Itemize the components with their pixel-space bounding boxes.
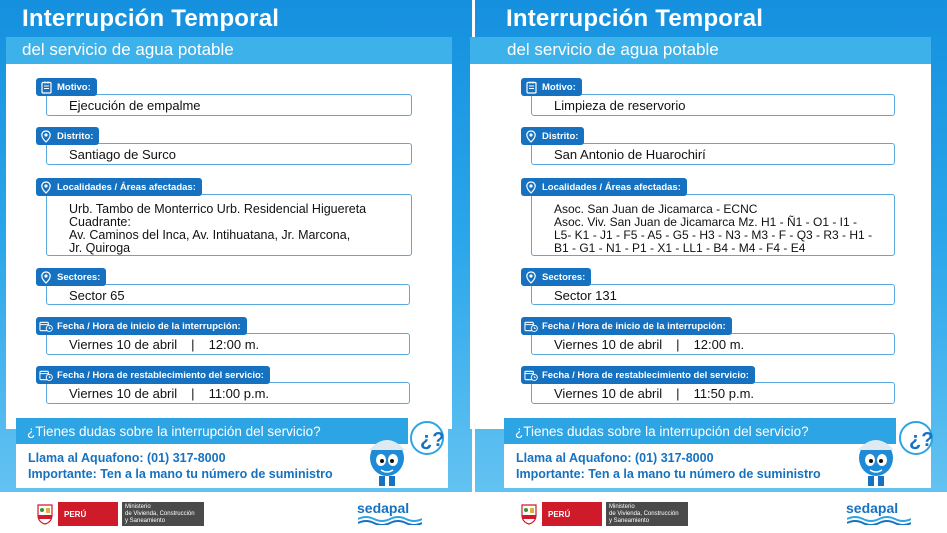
inicio-fecha: Viernes 10 de abril: [554, 337, 663, 352]
ministry-name: [606, 502, 688, 526]
restab-fecha: Viernes 10 de abril: [554, 386, 663, 401]
mascot-drop-icon: [846, 420, 936, 490]
sectores-value: Sector 65: [69, 288, 125, 303]
distrito-label-text: Distrito:: [57, 130, 94, 142]
sectores-value-box: [46, 284, 410, 305]
location-pin-icon: [39, 270, 53, 284]
distrito-label-text: Distrito:: [542, 130, 579, 142]
sectores-label: [36, 268, 106, 286]
ministry-line: y Saneamiento: [125, 518, 166, 524]
sedapal-logo: sedapal: [357, 500, 410, 516]
government-logo: [520, 502, 688, 526]
inicio-value-box: [46, 333, 410, 355]
inicio-hora: 12:00 m.: [693, 337, 745, 352]
location-pin-icon: [524, 270, 538, 284]
localidades-line: Asoc. Viv. San Juan de Jicamarca Mz. H1 - Ñ1 - O1 - I1 -: [554, 215, 857, 229]
distrito-value-box: [46, 143, 412, 165]
motivo-value: Ejecución de empalme: [69, 98, 201, 113]
restab-value-box: [531, 382, 895, 404]
question-mark-icon: ¿?: [420, 429, 445, 451]
question-mark-icon: ¿?: [909, 429, 934, 451]
sectores-label-text: Sectores:: [57, 271, 101, 283]
location-pin-icon: [39, 129, 53, 143]
restab-label-text: Fecha / Hora de restablecimiento del servicio:: [542, 369, 749, 381]
localidades-value-box: [46, 194, 412, 256]
distrito-value: Santiago de Surco: [69, 147, 176, 162]
inicio-label-text: Fecha / Hora de inicio de la interrupción:: [542, 320, 726, 332]
notice-panel-1: [0, 0, 473, 533]
ministry-line: y Saneamiento: [609, 518, 650, 524]
location-pin-icon: [524, 180, 538, 194]
localidades-line: Cuadrante:: [69, 215, 131, 229]
restab-hora: 11:50 p.m.: [693, 386, 755, 401]
localidades-line: Asoc. San Juan de Jicamarca - ECNC: [554, 202, 758, 216]
faq-phone: Llama al Aquafono: (01) 317-8000: [516, 451, 714, 465]
ministry-line: Ministerio: [125, 504, 151, 510]
ministry-name: [122, 502, 204, 526]
localidades-label: [521, 178, 687, 196]
inicio-label: [36, 317, 247, 335]
inicio-label-text: Fecha / Hora de inicio de la interrupción:: [57, 320, 241, 332]
restab-label: [36, 366, 270, 384]
localidades-label: [36, 178, 202, 196]
inicio-value-box: [531, 333, 895, 355]
mascot-drop-icon: [357, 420, 447, 490]
wave-icon: [847, 515, 911, 525]
motivo-value-box: [531, 94, 895, 116]
calendar-clock-icon: [39, 319, 53, 333]
distrito-label: [36, 127, 99, 145]
faq-note: Importante: Ten a la mano tu número de suministro: [516, 467, 821, 481]
faq-question: ¿Tienes dudas sobre la interrupción del servicio?: [504, 418, 896, 444]
peru-flag: [58, 502, 118, 526]
motivo-label: [36, 78, 97, 96]
peru-coat-of-arms-icon: [36, 503, 54, 525]
government-logo: [36, 502, 204, 526]
faq-phone: Llama al Aquafono: (01) 317-8000: [28, 451, 226, 465]
restab-label: [521, 366, 755, 384]
ministry-line: de Vivienda, Construcción: [609, 511, 679, 517]
motivo-label-text: Motivo:: [57, 81, 91, 93]
localidades-line: Jr. Quiroga: [69, 241, 131, 255]
inicio-fecha: Viernes 10 de abril: [69, 337, 178, 352]
peru-flag: [542, 502, 602, 526]
notice-panel-2: [474, 0, 947, 533]
location-pin-icon: [39, 180, 53, 194]
notice-subtitle: del servicio de agua potable: [22, 40, 234, 59]
distrito-label: [521, 127, 584, 145]
ministry-line: Ministerio: [609, 504, 635, 510]
distrito-value-box: [531, 143, 895, 165]
distrito-value: San Antonio de Huarochirí: [554, 147, 706, 162]
inicio-separator: |: [191, 337, 195, 352]
inicio-label: [521, 317, 732, 335]
gov-country: PERÚ: [548, 509, 571, 519]
calendar-clock-icon: [524, 368, 538, 382]
location-pin-icon: [524, 129, 538, 143]
motivo-label-text: Motivo:: [542, 81, 576, 93]
wave-icon: [358, 515, 422, 525]
restab-separator: |: [191, 386, 195, 401]
restab-fecha: Viernes 10 de abril: [69, 386, 178, 401]
notice-title: Interrupción Temporal: [506, 5, 764, 32]
gov-country: PERÚ: [64, 509, 87, 519]
restab-separator: |: [676, 386, 680, 401]
sectores-label: [521, 268, 591, 286]
calendar-clock-icon: [39, 368, 53, 382]
restab-label-text: Fecha / Hora de restablecimiento del servicio:: [57, 369, 264, 381]
sectores-label-text: Sectores:: [542, 271, 586, 283]
calendar-clock-icon: [524, 319, 538, 333]
faq-question: ¿Tienes dudas sobre la interrupción del servicio?: [16, 418, 408, 444]
localidades-label-text: Localidades / Áreas afectadas:: [57, 181, 196, 193]
restab-value-box: [46, 382, 410, 404]
faq-note: Importante: Ten a la mano tu número de suministro: [28, 467, 333, 481]
motivo-value: Limpieza de reservorio: [554, 98, 686, 113]
sectores-value: Sector 131: [554, 288, 617, 303]
notice-subtitle: del servicio de agua potable: [507, 40, 719, 59]
restab-hora: 11:00 p.m.: [208, 386, 270, 401]
notepad-icon: [524, 80, 538, 94]
localidades-value-box: [531, 194, 895, 256]
sectores-value-box: [531, 284, 895, 305]
localidades-line: L5- K1 - J1 - F5 - A5 - G5 - H3 - N3 - M3 - F - Q3 - R3 - H1 -: [554, 228, 873, 242]
inicio-hora: 12:00 m.: [208, 337, 260, 352]
notepad-icon: [39, 80, 53, 94]
localidades-line: Urb. Tambo de Monterrico Urb. Residencial Higuereta: [69, 202, 367, 216]
inicio-separator: |: [676, 337, 680, 352]
notice-title: Interrupción Temporal: [22, 5, 280, 32]
sedapal-logo: sedapal: [846, 500, 899, 516]
localidades-line: B1 - G1 - N1 - P1 - X1 - LL1 - B4 - M4 - F4 - E4: [554, 241, 806, 255]
localidades-line: Av. Caminos del Inca, Av. Intihuatana, Jr. Marcona,: [69, 228, 351, 242]
localidades-label-text: Localidades / Áreas afectadas:: [542, 181, 681, 193]
ministry-line: de Vivienda, Construcción: [125, 511, 195, 517]
motivo-value-box: [46, 94, 412, 116]
peru-coat-of-arms-icon: [520, 503, 538, 525]
motivo-label: [521, 78, 582, 96]
